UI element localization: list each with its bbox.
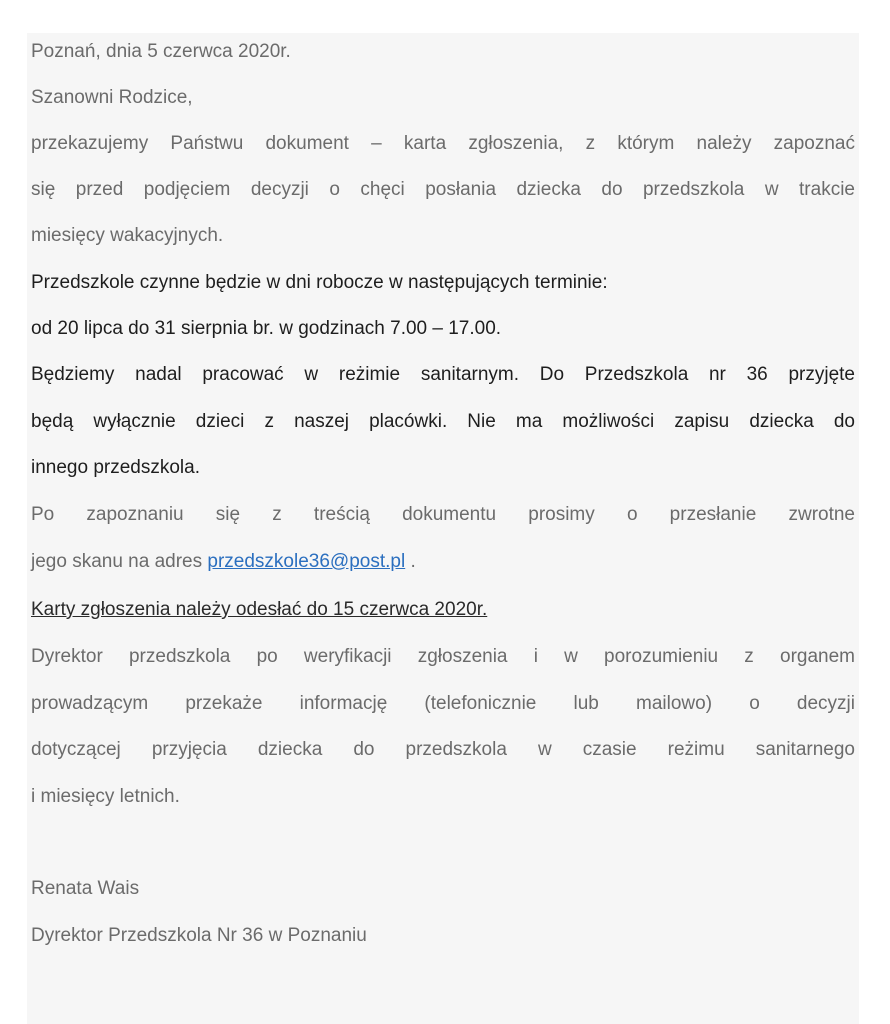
para4-line1: Po zapoznaniu się z treścią dokumentu prosimy o przesłanie zwrotne bbox=[31, 504, 855, 525]
salutation: Szanowni Rodzice, bbox=[31, 87, 193, 108]
place-date: Poznań, dnia 5 czerwca 2020r. bbox=[31, 41, 291, 62]
email-suffix: . bbox=[405, 551, 416, 572]
para3-line3: innego przedszkola. bbox=[31, 457, 200, 478]
para1-line2: się przed podjęciem decyzji o chęci posłania dziecka do przedszkola w trakcie bbox=[31, 179, 855, 200]
signature-name: Renata Wais bbox=[31, 878, 140, 899]
para5-line4: i miesięcy letnich. bbox=[31, 786, 180, 807]
para5-line3: dotyczącej przyjęcia dziecka do przedszkola w czasie reżimu sanitarnego bbox=[31, 739, 855, 760]
email-prefix: jego skanu na adres bbox=[31, 551, 208, 572]
para5-line1: Dyrektor przedszkola po weryfikacji zgłoszenia i w porozumieniu z organem bbox=[31, 646, 855, 667]
para3-line2: będą wyłącznie dzieci z naszej placówki. Nie ma możliwości zapisu dziecka do bbox=[31, 411, 855, 432]
letter-page bbox=[27, 33, 859, 1024]
para2-line1: Przedszkole czynne będzie w dni robocze w następujących terminie: bbox=[31, 272, 608, 293]
para3-line1: Będziemy nadal pracować w reżimie sanitarnym. Do Przedszkola nr 36 przyjęte bbox=[31, 364, 855, 385]
para5-line2: prowadzącym przekaże informację (telefonicznie lub mailowo) o decyzji bbox=[31, 693, 855, 714]
signature-title: Dyrektor Przedszkola Nr 36 w Poznaniu bbox=[31, 925, 367, 946]
para4-line2 bbox=[31, 550, 855, 574]
deadline-notice: Karty zgłoszenia należy odesłać do 15 czerwca 2020r. bbox=[31, 599, 488, 620]
email-link[interactable]: przedszkole36@post.pl bbox=[207, 551, 406, 572]
para2-line2: od 20 lipca do 31 sierpnia br. w godzinach 7.00 – 17.00. bbox=[31, 318, 502, 339]
para1-line1: przekazujemy Państwu dokument – karta zgłoszenia, z którym należy zapoznać bbox=[31, 133, 855, 154]
para1-line3: miesięcy wakacyjnych. bbox=[31, 225, 224, 246]
